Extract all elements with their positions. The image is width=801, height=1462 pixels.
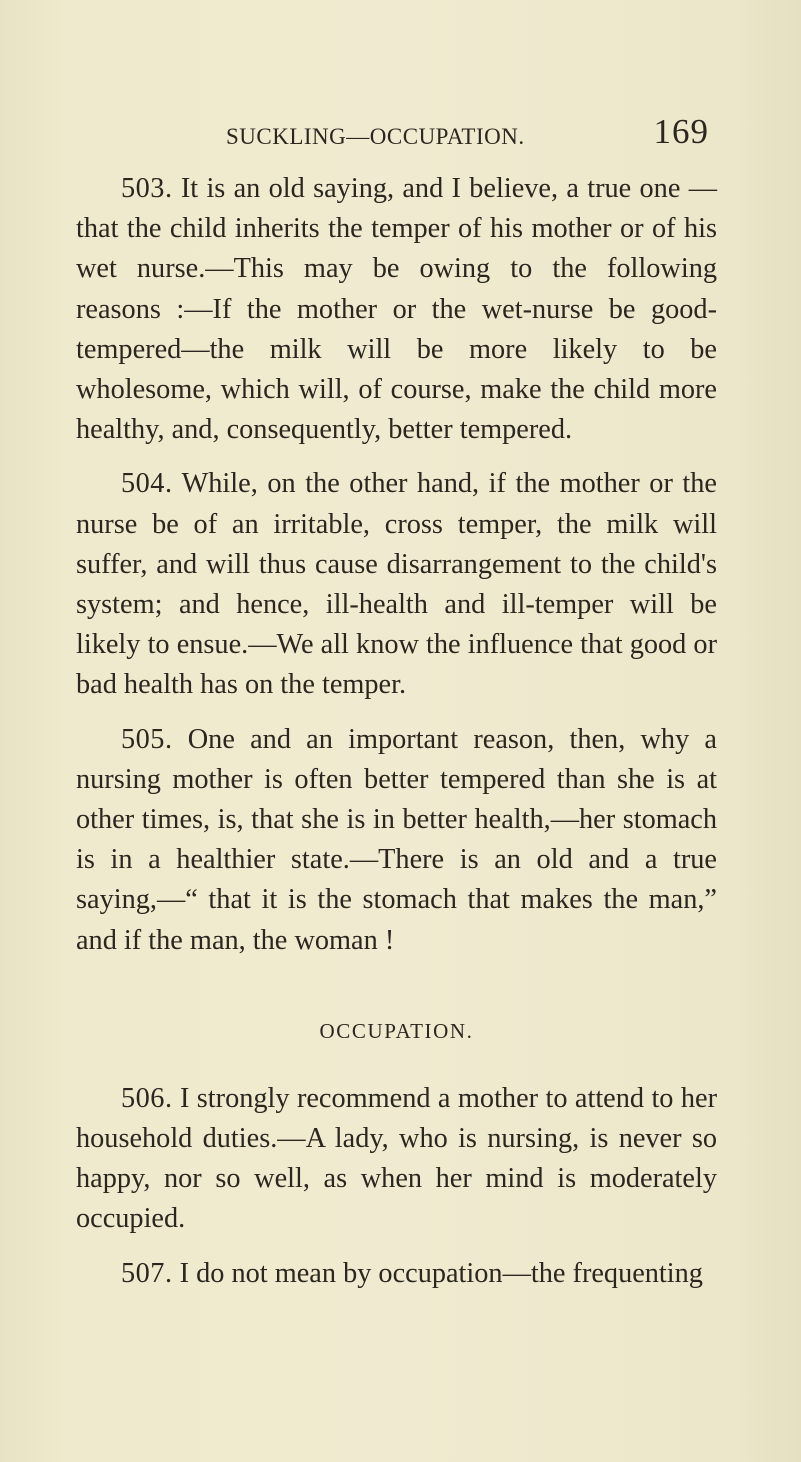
paragraph-number: 507.	[121, 1257, 173, 1289]
running-head	[0, 112, 801, 152]
paragraph-506	[76, 1079, 717, 1240]
paragraph-text: It is an old saying, and I believe, a true one —that the child inherits the temper of his mother or of his wet nurse.—This may be owing to the following reasons :—If the mother or the wet-nurse be good-tempered—the milk will be more likely to be wholesome, which will, of course, make the child more healthy, and, consequently, better tempered.	[76, 173, 717, 446]
paragraph-504	[76, 464, 717, 705]
paragraph-text: One and an important reason, then, why a nursing mother is often better tempered than she is at other times, is, that she is in better health,—her stomach is in a healthier state.—There is an old and a true saying,—“ that it is the stomach that makes the man,” and if the man, the woman !	[76, 723, 717, 956]
paragraph-number: 503.	[121, 173, 173, 204]
paragraph-text: While, on the other hand, if the mother or the nurse be of an irritable, cross temper, the milk will suffer, and will thus cause disarrangement to the child's system; and hence, ill-health and ill-temper will be likely to ensue.—We all know the influence that good or bad health has on the temper.	[76, 468, 717, 701]
paragraph-507	[76, 1254, 717, 1294]
paragraph-text: I do not mean by occupation—the frequenting	[179, 1257, 703, 1289]
paragraph-505	[76, 720, 717, 961]
paragraph-number: 505.	[121, 723, 173, 755]
page-body	[76, 169, 717, 1294]
paragraph-number: 504.	[121, 468, 173, 500]
running-title: SUCKLING—OCCUPATION.	[226, 124, 525, 149]
page-number: 169	[653, 112, 709, 151]
paragraph-503	[76, 169, 717, 450]
paragraph-number: 506.	[121, 1082, 173, 1114]
section-heading-occupation: OCCUPATION.	[319, 1018, 474, 1043]
paragraph-text: I strongly recommend a mother to attend to her household duties.—A lady, who is nursing, is never so happy, nor so well, as when her mind is moderately occupied.	[76, 1082, 717, 1235]
